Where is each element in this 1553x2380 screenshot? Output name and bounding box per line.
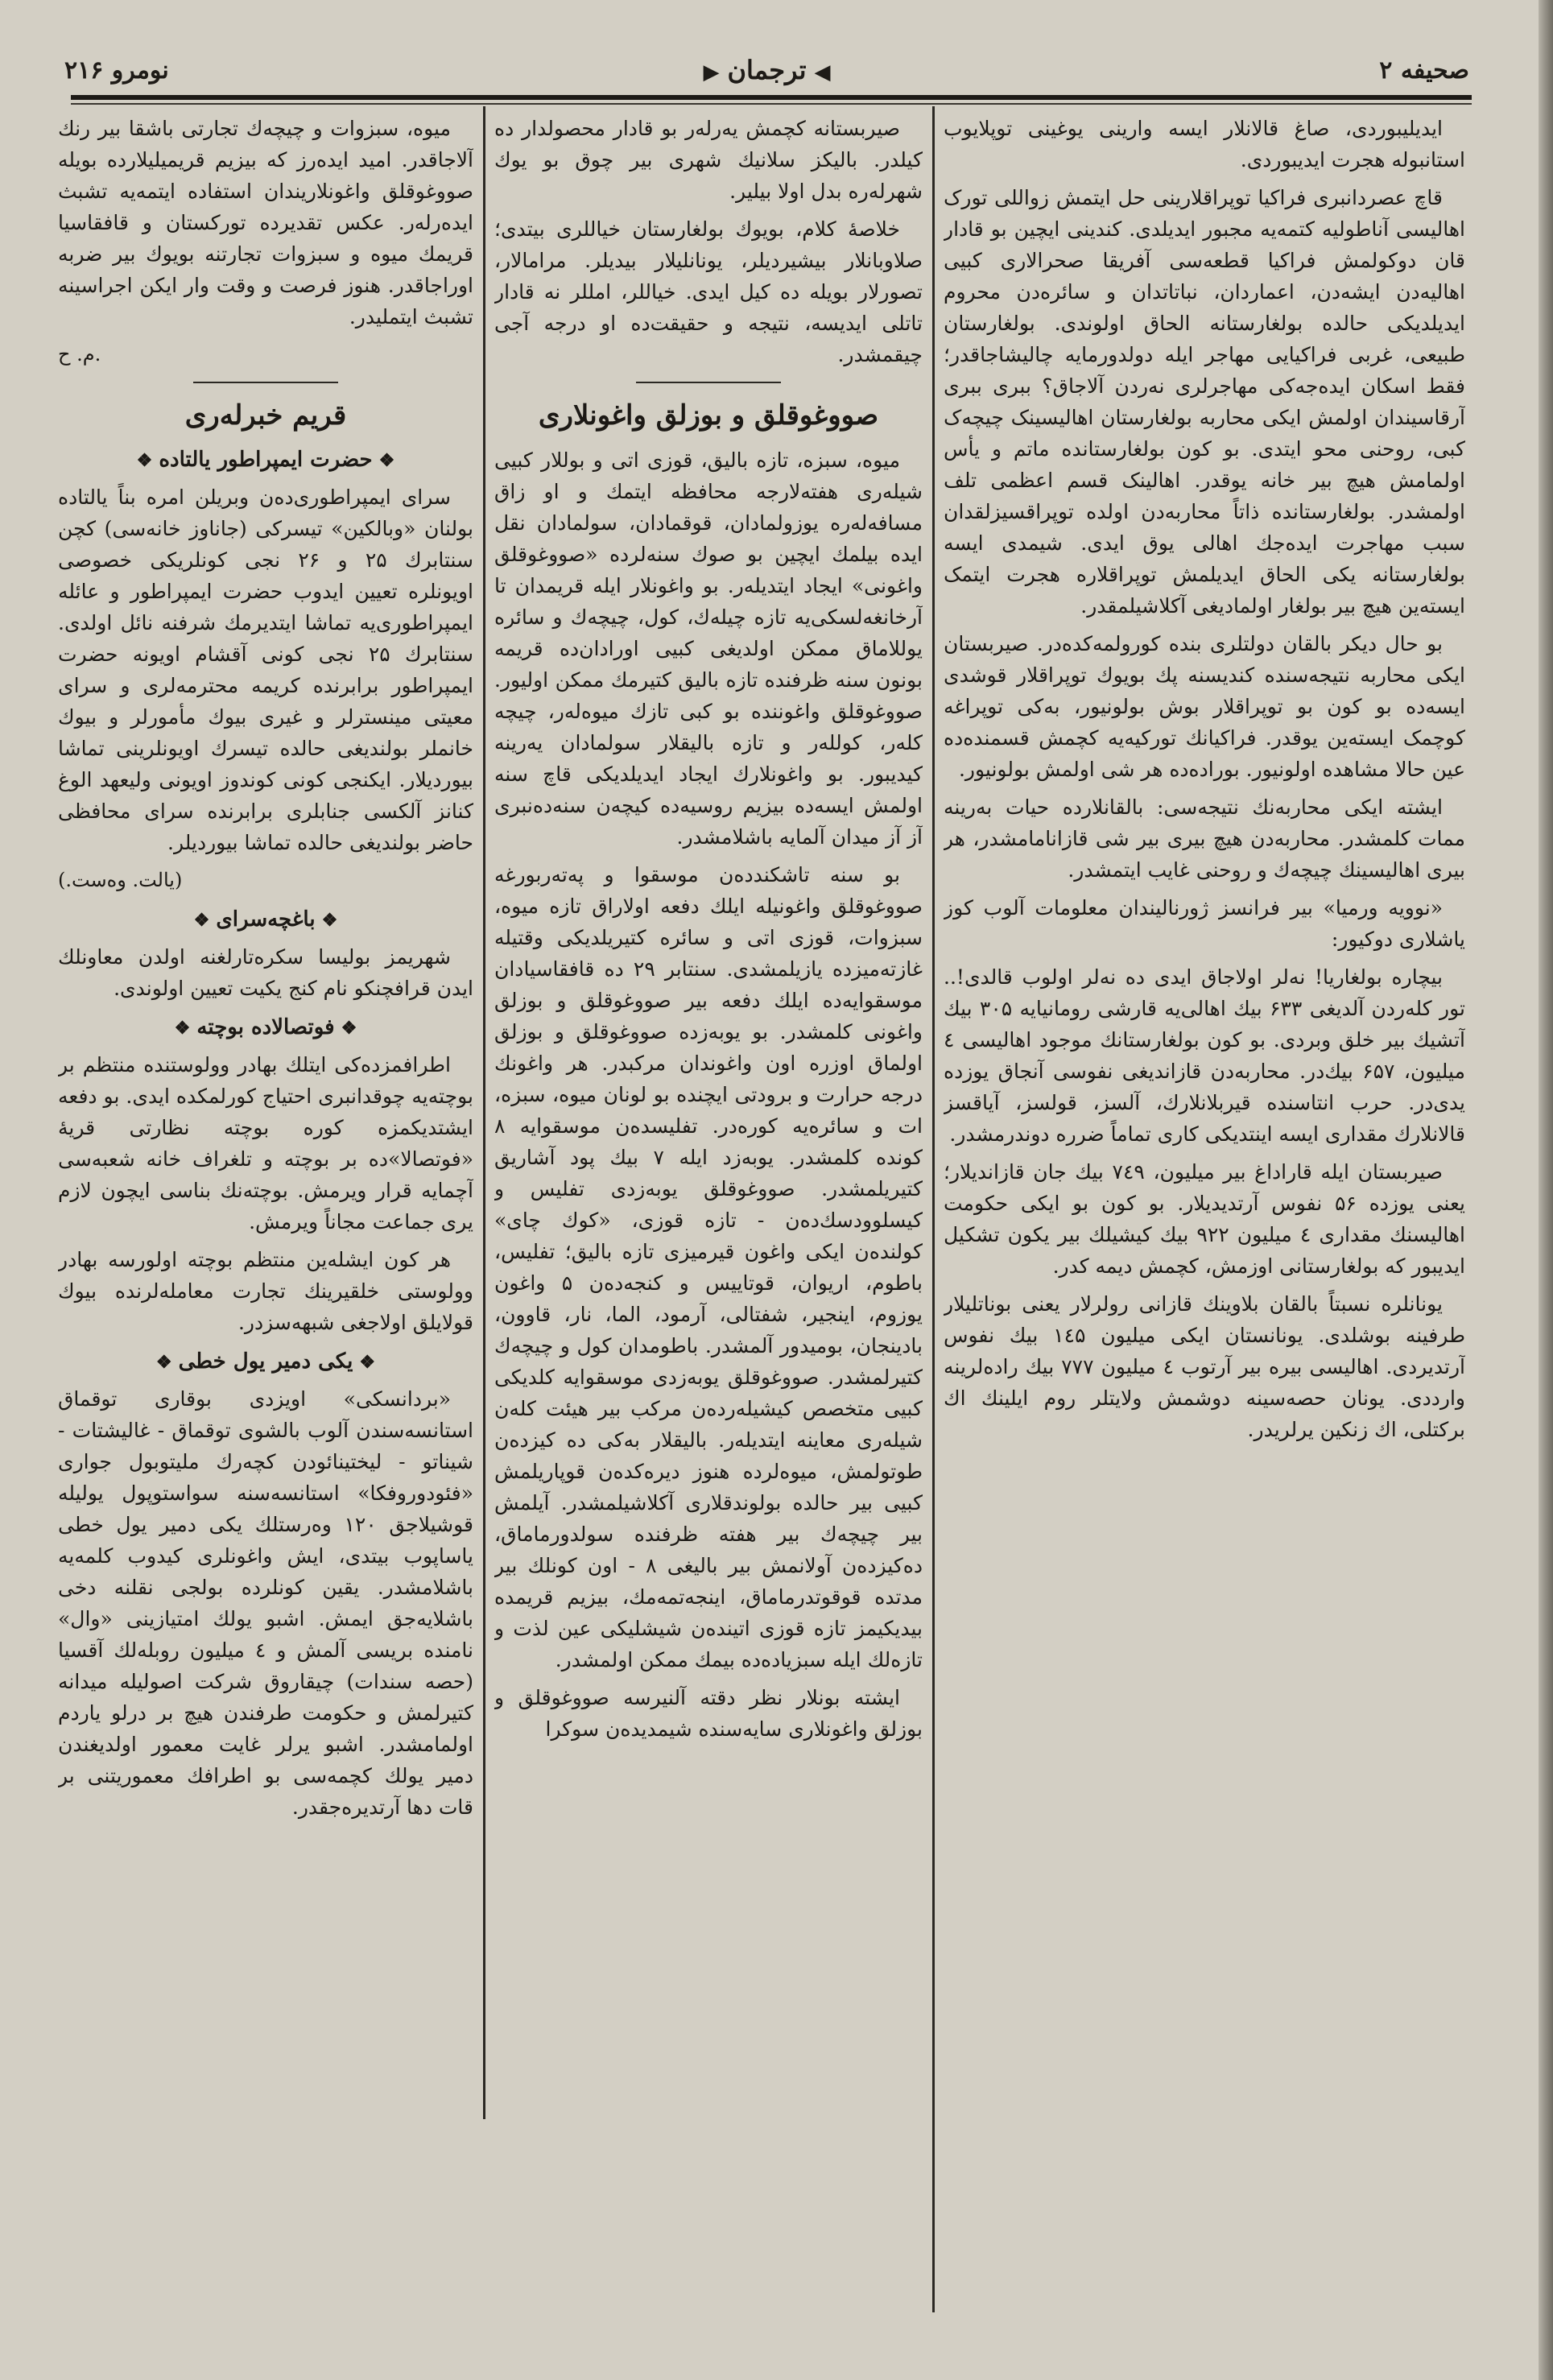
column-middle — [494, 113, 923, 2335]
paragraph: بو سنه تاشکنددەن موسقوا و پەتەربورغە صووغوقلق واغونیله ایلك دفعه اولاراق تازه میوه، سبزوات، قوزی اتی و سائره کتیریلدیکی وقتیله غازته‌میزده یازیلمشدی. سنتابر ۲۹ ده قافقاسیادان موسقوایه‌ده ایلك دفعه بیر صووغوقلق و بوزلق واغونی کلمشدر. بو یوبه‌زده صووغوقلق و بوزلق اولماق اوزره اون واغوندان مرکبدر. هر واغونك درجه حرارت و برودتی ایچنده بو لونان میوه، سبزه، ات و سائره‌یه کوره‌در. تفلیسدەن موسقوایه ۸ کونده کلمشدر. یوبه‌زد ایله ۷ بیك پود آشاریق کتیریلمشدر. صووغوقلق یوبه‌زدی تفلیس و کیسلوودسك‌دەن - تازه قوزی، «کوك چای» کولندەن ایکی واغون قیرمیزی تازه بالیق؛ تفلیس، باطوم، اریوان، قوتاییس و کنجه‌ده‌ن ۵ واغون یوزوم، اینجیر، شفتالی، آرمود، الما، نار، قاوون، بادینجان، بومیدور آلمشدر. باطومدان کول و چیچه‌ك کتیرلمشدر. صووغوقلق یوبه‌زدی موسقوایه کلدیکی کبیی متخصص کیشیله‌ردەن مرکب بیر هیئت کله‌ن شیله‌ری معاینه ایتدیلەر. بالیقلار بەکی ده کیزدەن طوتولمش، میوه‌لرده هنوز دیره‌کدەن قوپاریلمش کبیی بیر حالده بولوندقلاری آکلاشیلمشدر. آیلمش بیر چیچه‌ك بیر هفته ظرفنده سولدورماماق، ده‌کیزدەن آولانمش بیر بالیغی ۸ - اون کونلك بیر مدتده قوقوتدرماماق، اینجەتمەمك، بیزیم قریمده بیدیکیمز تازه قوزی اتیندەن شیشلیکی عین لذت و تازه‌لك ایله سبزیاده‌ده بیمك ممکن اولمشدر. — [494, 863, 923, 1671]
news-heading-text: یکی دمیر یول خطی — [178, 1349, 353, 1374]
paragraph: صیربستانه کچمش یەرلەر بو قادار محصولدار ده کیلدر. بالیکز سلانیك شهری بیر چوق بو یوك شهرلەرە بدل اولا بیلیر. — [494, 117, 923, 203]
ornament-icon: ❖ — [193, 910, 210, 931]
header-rule — [71, 95, 1472, 100]
news-heading-text: فوتصالاده بوچته — [196, 1015, 335, 1039]
masthead — [64, 55, 1469, 85]
ornament-icon: ❖ — [359, 1352, 376, 1373]
column-right — [944, 113, 1465, 2335]
news-heading-text: حضرت ایمپراطور یالتاده — [159, 448, 373, 472]
newspaper-title: ترجمان — [727, 55, 807, 85]
news-heading — [58, 904, 473, 936]
signature: م. ح. — [58, 343, 101, 366]
paragraph: ایشته بونلار نظر دقته آلنیرسه صووغوقلق و بوزلق واغونلاری سایەسندە شیمدیدەن سوکرا — [494, 1686, 923, 1741]
page-edge — [1539, 0, 1553, 2380]
ornament-icon: ❖ — [341, 1018, 357, 1039]
section-divider — [193, 382, 338, 383]
column-left — [58, 113, 473, 2335]
paragraph: شهریمز بولیسا سکره‌تارلغنه اولدن معاونلك ایدن قرافچنکو نام کنج یکیت تعیین اولوندی. — [58, 945, 473, 1000]
source-note: (یالت. وەست.) — [58, 869, 183, 891]
paragraph: بو حال دیکر بالقان دولتلری بنده کورولمه‌کده‌در. صیربستان ایکی محاربه نتیجه‌سنده کندیسنه پك بویوك توپراقلار قوشدی ایسه‌ده بو کون بو توپراقلار بوش بولونیور، بەکی توپراغه کوچمک ایسته‌ین یوقدر. فراکیانك تورکیه‌یه کچمش قسمنده‌ده عین حالا مشاهده اولونیور. بوراده‌ده هر شی اولمش بولونیور. — [944, 632, 1465, 781]
news-heading — [58, 1012, 473, 1044]
column-divider-right — [932, 106, 935, 2312]
column-divider-left — [483, 106, 485, 2119]
news-heading-text: باغچه‌سرای — [216, 907, 316, 932]
paragraph: خلاصهٔ کلام، بویوك بولغارستان خیاللری بیتدی؛ صلاوبانلار بیشیردیلر، یونانلیلار بیدیلر. مرامالار، تصورلار بویله ده کیل ایدی. خیاللر، امللر نه قادار تاتلی ایدیسه، نتیجه و حقیقت‌ده او درجه آجی چیقمشدر. — [494, 217, 923, 366]
arrow-right-icon: ▶ — [703, 60, 720, 85]
paragraph: ایشته ایکی محاربه‌نك نتیجه‌سی: بالقانلارده حیات بەرینه ممات کلمشدر. محاربه‌دن هیچ بیری بیر شی قازانامامشدر، هر بیری اهالیسینك چیچه‌ك و روحنی غایب ایتمشدر. — [944, 795, 1465, 882]
ornament-icon: ❖ — [155, 1352, 172, 1373]
ornament-icon: ❖ — [136, 450, 153, 471]
article-title: صووغوقلق و بوزلق واغونلاری — [538, 399, 879, 432]
page-number: صحیفه ۲ — [1379, 56, 1469, 85]
news-heading — [58, 1346, 473, 1378]
page-header — [64, 50, 1469, 98]
issue-number: نومرو ۲۱۶ — [64, 56, 169, 85]
paragraph: هر کون ایشله‌ین منتظم بوچته اولورسه بهادر وولوستی خلقیرینك تجارت معامله‌لرنده بیوك قولایلق اولاجغی شبهه‌سزدر. — [58, 1248, 473, 1334]
ornament-icon: ❖ — [174, 1018, 191, 1039]
paragraph: صیربستان ایله قاراداغ بیر میلیون، ۷٤۹ بیك جان قازاندیلار؛ یعنی یوزده ۵۶ نفوس آرتدیدیلار. بو کون بو ایکی حکومت اهالیسنك مقداری ٤ میلیون ۹۲۲ بیك کیشیلك بیر یکون تشکیل ایدیبور که بولغارستانی اوزمش، کچمش دیمه کدر. — [944, 1160, 1465, 1278]
paragraph: «بردانسکی» اویزدی بوقاری توقماق استانسه‌سندن آلوب بالشوی توقماق - غالیشتات - شیناتو - لیختینائودن کچەرك ملیتوبول جواری «فئودوروفکا» استانسه‌سنه سواستوپول یولیله قوشیلاجق ۱۲۰ وەرستلك یکی دمیر یول خطی یاساپوب بیتدی، ایش واغونلری کیدوب کلمه‌یه باشلامشدر. یقین کونلرده بولجی نقلنه دخی باشلایه‌جق ایمش. اشبو یولك امتیازینی «وال» نامنده بریسی آلمش و ٤ میلیون روبله‌لك آقسیا (حصه سندات) چیقاروق شرکت اصولیله میدانه کتیرلمش و حکومت طرفندن هیچ بر درلو یاردم اولمامشدر. اشبو یرلر غایت معمور اولدیغندن دمیر یولك کچمه‌سی بو اطرافك معموریتنی بر قات دها آرتدیره‌جقدر. — [58, 1387, 473, 1819]
section-divider — [636, 382, 781, 383]
paragraph: یونانلره نسبتاً بالقان بلاوینك قازانی رولرلار یعنی بوناتلیلار طرفینه بوشلدی. یونانستان ایکی میلیون ۱٤۵ بیك نفوس آرتدیردی. اهالیسی بیره بیر آرتوب ٤ میلیون ۷۷۷ بیك راده‌لرینه وارددی. یونان حصه‌سینه دوشمش ولایتلر روم ایلینك اك برکتلی، اك زنکین یرلریدر. — [944, 1292, 1465, 1441]
ornament-icon: ❖ — [378, 450, 395, 471]
paragraph: بیچاره بولغاریا! نه‌لر اولاجاق ایدی ده نه‌لر اولوب قالدی!.. تور کله‌ردن آلدیغی ۶۳۳ بیك اهالی‌یه قارشی رومانیایه ۳۰۵ بیك آتشیك بیر خلق وبردی. بو کون بولغارستانك موجود اهالیسی ٤ میلیون، ۶۵۷ بیك‌در. محاربه‌دن قازاندیغی نفوسی آنجاق یوزده یدی‌در. حرب انتاسنده قیربلانلارك، آلسز، قولسز، آیاقسز قالانلارك مقداری ایسه اینتدیکی کاری تماماً ضرره دوندرمشدر. — [944, 965, 1465, 1146]
paragraph: ایدیلیبوردی، صاغ قالانلار ایسه وارینی یوغینی توپلایوب استانبوله هجرت ایدیبوردی. — [944, 117, 1465, 171]
header-rule-thin — [71, 103, 1472, 105]
paragraph: «نوویه ورمیا» بیر فرانسز ژورنالیندان معلومات آلوب کوز یاشلاری دوکیور: — [944, 896, 1465, 951]
section-title: قریم خبرلەری — [184, 399, 347, 432]
news-heading — [58, 444, 473, 477]
arrow-left-icon: ◀ — [814, 60, 831, 85]
paragraph: میوه، سبزه، تازه بالیق، قوزی اتی و بوللار کبیی شیله‌ری هفته‌لارجه محافظه ایتمك و او زاق مسافه‌لەره یوزولمادان، قوقمادان، سولمادان نقل ایده بیلمك ایچین بو صوك سنه‌لرده «صووغوقلق واغونی» ایجاد ایتدیلەر. بو واغونلار ایله قریمدان تا آرخانغه‌لسکی‌یه تازه چیله‌ك، کول، چیچه‌ك و سائره یوللاماق ممکن اولدیغی کبیی اورادان‌ده قریمه بونون سنه ظرفنده تازه بالیق کتیرمك ممکن اولیور. صووغوقلق واغوننده بو کبی تازك میوه‌لەر، چیچه کلەر، کوللەر و تازه بالیقلار سولمادان یەرینه کیدیبور. بو واغونلارك ایجاد ایدیلدیکی قاچ سنه اولمش ایسه‌ده بیزیم روسیه‌ده کیچەن سنه‌دەنبری آز آز میدان آلمایه باشلامشدر. — [494, 448, 923, 849]
paragraph: میوه، سبزوات و چیچه‌ك تجارتی باشقا بیر رنك آلاجاقدر. امید ایدەرز که بیزیم قریمیلیلارده بویله صووغوقلق واغونلاریندان استفاده ایتمه‌یه تشبث ایده‌رلەر. عکس تقدیرده تورکستان و قافقاسیا قریمك میوه و سبزوات تجارتنه بویوك بیر ضربه اوراجاقدر. هنوز فرصت و وقت وار ایکن اجراسینه تشبث ایتملیدر. — [58, 117, 473, 328]
paragraph: اطرافمزده‌کی ایتلك بهادر وولوستنده منتظم بر بوچته‌یه چوقدانبری احتیاج کورلمکده ایدی. بو دفعه ایشتدیکمزه کوره بوچته نظارتی قریهٔ «فوتصالا»ده بر بوچته و تلغراف خانه شعبه‌سی آچمایه قرار ویرمش. بوچته‌نك بناسی ایچون لازم یری جماعت مجاناً ویرمش. — [58, 1053, 473, 1233]
ornament-icon: ❖ — [321, 910, 338, 931]
paragraph: قاچ عصردانبری فراکیا توپراقلارینی حل ایتمش زواللی تورک اهالیسی آناطولیه کتمه‌یه مجبور ایدیلدی. کندینی ایچین بو قادار قان دوکولمش فراکیا قطعه‌سی آفریقا صحرالاری کبیی اهالیه‌دن ایشه‌دن، اعماردان، نباتاتدان و سائره‌دن محروم ایدیلدیکی حالده بولغارستانه الحاق اولوندی. بولغارستان طبیعی، غربی فراکیایی مهاجر ایله دولدورمایه چالیشاجاقدر؛ فقط اسکان ایده‌جه‌کی مهاجرلری نه‌ردن آلاجاق؟ ببری ببری آرقاسیندان اولمش ایکی محاربه بولغارستان اهالیسینک چیچه‌ک کبی، روحنی محو ایتدی. بو کون بولغارستانده ماتم و یأس اولمامش هیچ بیر خانه یوقدر. اهالینک قسم اعظمی تلف اولمشدر. بولغارستانده ذاتاً محاربه‌دن اولده توپراقسیزلقدان سبب مهاجرت ایده‌جك اهالی یوق ایدی. شیمدی ایسه بولغارستانه یکی الحاق ایدیلمش توپراقلاره هجرت ایتمک ایسته‌ین هیچ بیر بولغار اولمادیغی آکلاشیلمقدر. — [944, 186, 1465, 618]
paragraph: سرای ایمپراطوری‌دەن وبریلن امره بناً یالتاده بولنان «وبالکین» تیسرکی (جاناوز خانه‌سی) کچن سنتابرك ۲۵ و ۲۶ نجی کونلریکی خصوصی اویونلره تعیین ایدوب حضرت ایمپراطور و عائله ایمپراطوری‌یه تماشا ایتدیرمك شرفنه نائل اولدی. سنتابرك ۲۵ نجی کونی آقشام اویونه حضرت ایمپراطور برابرنده کریمه محترمه‌لری و سرای معیتی مینسترلر و غیری بیوك مأمورلر و بیوك خانملر بولندیغی حالده تیسرك اویونلرینی تماشا بیوردیلار. ایکنجی کونی کوندوز اویونی ولیعهد الوغ کنانز آلکسی جنابلری برابرنده سرای محافظی حاضر بولندیغی حالده تماشا بیوردیلر. — [58, 486, 473, 854]
